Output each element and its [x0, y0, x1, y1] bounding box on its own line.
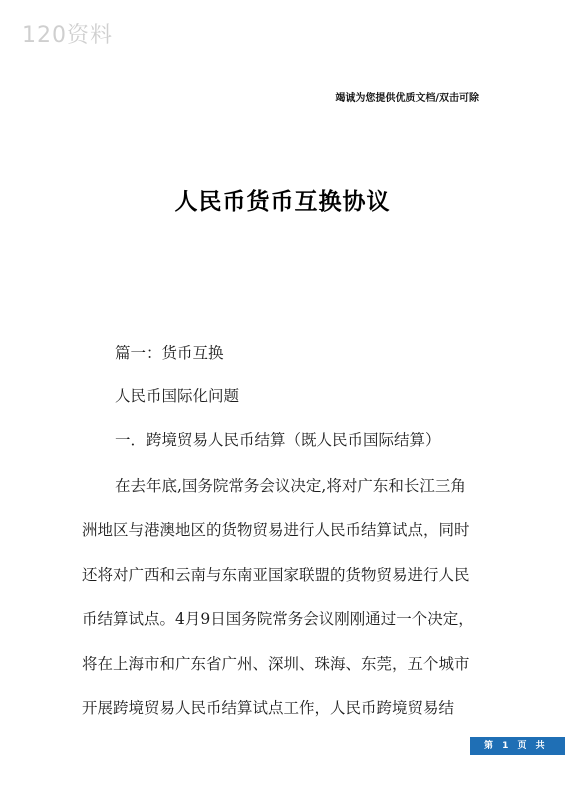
page-number-tab: 第 1 页 共 [470, 737, 565, 755]
section-heading: 篇一：货币互换 [115, 344, 224, 362]
watermark-logo: 120资料 [22, 23, 113, 48]
header-note: 竭诚为您提供优质文档/双击可除 [335, 93, 479, 104]
body-line: 一．跨境贸易人民币结算（既人民币国际结算） [115, 431, 441, 449]
body-line: 在去年底,国务院常务会议决定,将对广东和长江三角 [115, 477, 466, 495]
body-line: 还将对广西和云南与东南亚国家联盟的货物贸易进行人民 [82, 566, 470, 584]
body-line: 将在上海市和广东省广州、深圳、珠海、东莞，五个城市 [82, 655, 470, 673]
body-line: 开展跨境贸易人民币结算试点工作，人民币跨境贸易结 [82, 699, 455, 717]
body-line: 洲地区与港澳地区的货物贸易进行人民币结算试点，同时 [82, 521, 470, 539]
body-line: 币结算试点。4月9日国务院常务会议刚刚通过一个决定， [82, 610, 474, 628]
body-line: 人民币国际化问题 [115, 387, 240, 405]
document-title: 人民币货币互换协议 [174, 189, 391, 215]
